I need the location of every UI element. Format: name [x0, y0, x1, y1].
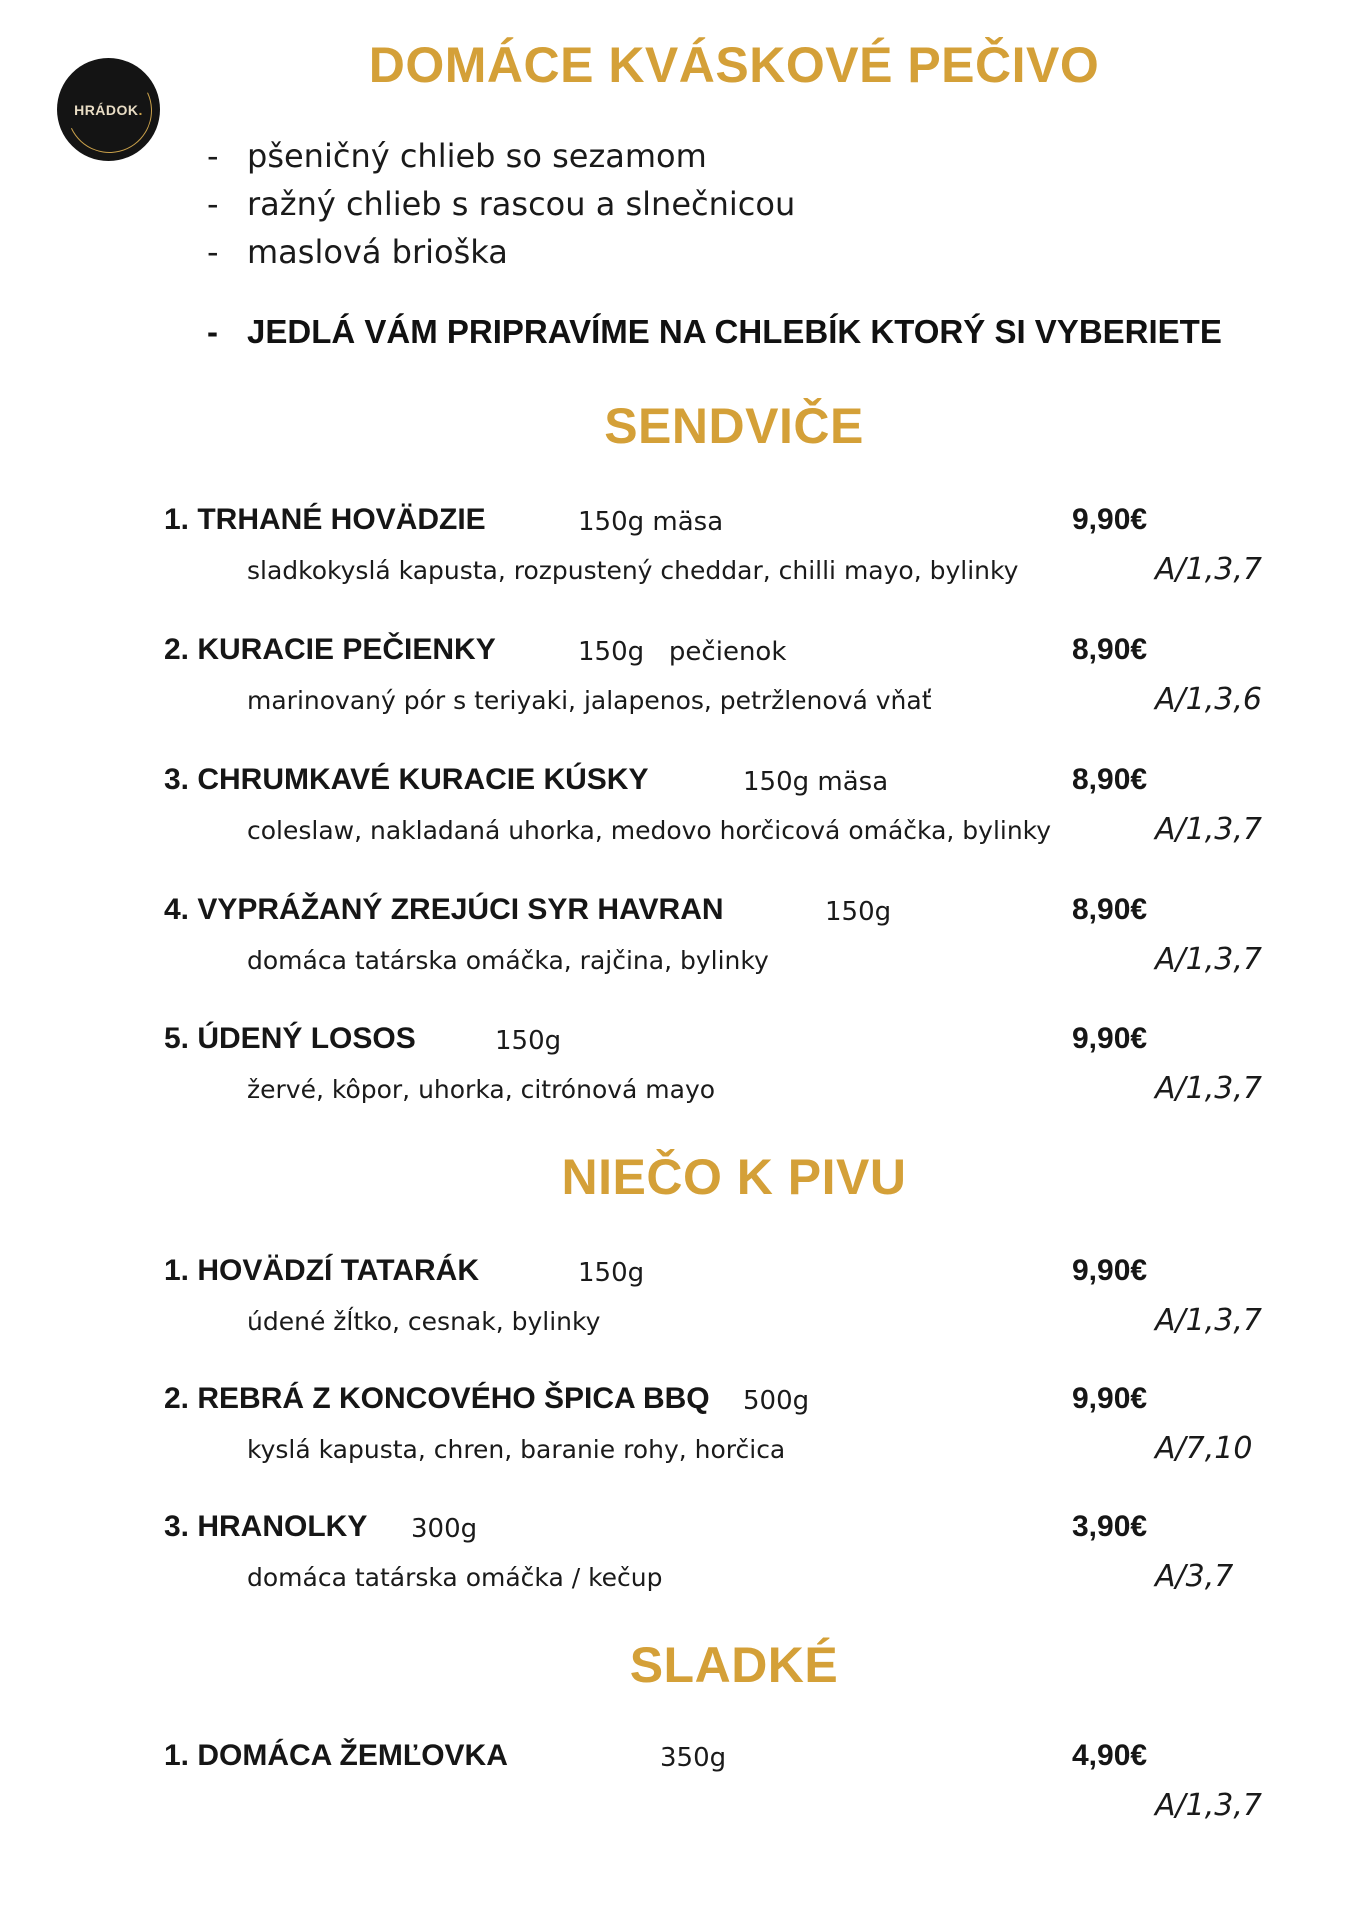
menu-item-allergens: A/1,3,7	[1155, 1071, 1262, 1106]
section-title-sendvice: SENDVIČE	[604, 398, 864, 454]
logo-text: HRÁDOK.	[74, 101, 143, 118]
menu-item-allergens: A/1,3,7	[1155, 1788, 1262, 1823]
menu-item-allergens: A/3,7	[1155, 1559, 1234, 1594]
menu-item-name: 3. HRANOLKY	[164, 1510, 368, 1543]
menu-item-description: údené žĺtko, cesnak, bylinky	[247, 1307, 601, 1336]
menu-item-name: 4. VYPRÁŽANÝ ZREJÚCI SYR HAVRAN	[164, 893, 724, 926]
menu-item-description: sladkokyslá kapusta, rozpustený cheddar, chilli mayo, bylinky	[247, 556, 1019, 585]
menu-item-allergens: A/1,3,7	[1155, 942, 1262, 977]
menu-item-description: marinovaný pór s teriyaki, jalapenos, petržlenová vňať	[247, 686, 932, 715]
menu-item-price: 8,90€	[1072, 633, 1148, 666]
menu-item-description: žervé, kôpor, uhorka, citrónová mayo	[247, 1075, 716, 1104]
menu-item-description: domáca tatárska omáčka, rajčina, bylinky	[247, 946, 769, 975]
menu-item-price: 9,90€	[1072, 503, 1148, 536]
menu-item-name: 2. KURACIE PEČIENKY	[164, 633, 496, 666]
menu-item-weight: 150g	[578, 1258, 645, 1288]
menu-item-name: 1. DOMÁCA ŽEMĽOVKA	[164, 1739, 508, 1772]
menu-item-weight: 300g	[411, 1514, 478, 1544]
menu-item-name: 2. REBRÁ Z KONCOVÉHO ŠPICA BBQ	[164, 1382, 710, 1415]
bread-list-item: - maslová brioška	[207, 233, 508, 271]
bread-list-item: - pšeničný chlieb so sezamom	[207, 137, 707, 175]
menu-item-weight: 150g pečienok	[578, 637, 787, 667]
bread-list-item: - ražný chlieb s rascou a slnečnicou	[207, 185, 796, 223]
menu-item-price: 9,90€	[1072, 1022, 1148, 1055]
bread-note: - JEDLÁ VÁM PRIPRAVÍME NA CHLEBÍK KTORÝ SI VYBERIETE	[207, 313, 1222, 350]
menu-item-price: 4,90€	[1072, 1739, 1148, 1772]
menu-item-name: 1. HOVÄDZÍ TATARÁK	[164, 1254, 479, 1287]
section-title-pivo: NIEČO K PIVU	[561, 1149, 907, 1205]
menu-item-allergens: A/7,10	[1155, 1431, 1253, 1466]
menu-item-name: 5. ÚDENÝ LOSOS	[164, 1022, 416, 1055]
menu-item-price: 3,90€	[1072, 1510, 1148, 1543]
menu-item-weight: 150g	[825, 897, 892, 927]
menu-item-allergens: A/1,3,7	[1155, 552, 1262, 587]
menu-item-description: domáca tatárska omáčka / kečup	[247, 1563, 663, 1592]
menu-item-allergens: A/1,3,7	[1155, 1303, 1262, 1338]
menu-item-price: 9,90€	[1072, 1254, 1148, 1287]
menu-item-weight: 350g	[660, 1743, 727, 1773]
menu-item-name: 1. TRHANÉ HOVÄDZIE	[164, 503, 486, 536]
menu-item-allergens: A/1,3,7	[1155, 812, 1262, 847]
menu-item-weight: 150g mäsa	[578, 507, 724, 537]
section-title-sladke: SLADKÉ	[629, 1637, 839, 1693]
section-title-bread: DOMÁCE KVÁSKOVÉ PEČIVO	[368, 37, 1100, 93]
menu-item-price: 9,90€	[1072, 1382, 1148, 1415]
menu-item-price: 8,90€	[1072, 893, 1148, 926]
menu-item-description: coleslaw, nakladaná uhorka, medovo horčicová omáčka, bylinky	[247, 816, 1052, 845]
menu-item-weight: 500g	[743, 1386, 810, 1416]
menu-item-name: 3. CHRUMKAVÉ KURACIE KÚSKY	[164, 763, 649, 796]
menu-item-weight: 150g	[495, 1026, 562, 1056]
menu-item-price: 8,90€	[1072, 763, 1148, 796]
menu-item-allergens: A/1,3,6	[1155, 682, 1262, 717]
menu-item-description: kyslá kapusta, chren, baranie rohy, horčica	[247, 1435, 786, 1464]
menu-item-weight: 150g mäsa	[743, 767, 889, 797]
